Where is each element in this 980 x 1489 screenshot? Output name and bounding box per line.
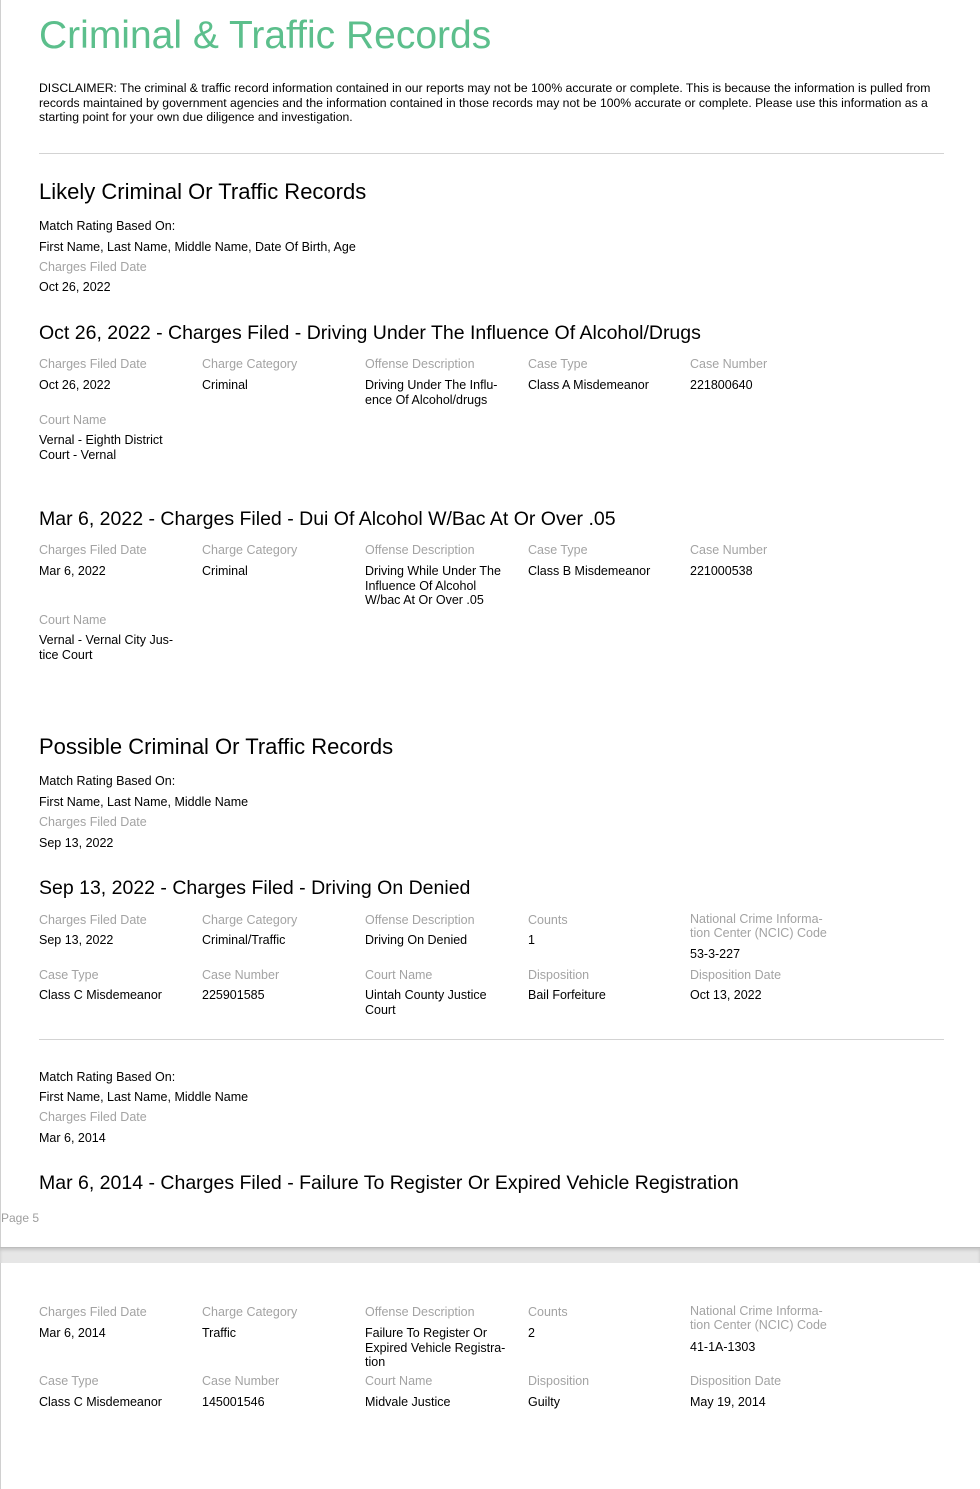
field-label: Case Type xyxy=(39,968,99,982)
field-value: May 19, 2014 xyxy=(690,1395,766,1409)
field-label: Case Number xyxy=(202,968,280,982)
possible-records-heading: Possible Criminal Or Traffic Records xyxy=(39,734,394,759)
field-label: Case Type xyxy=(528,543,588,557)
field-label: Case Type xyxy=(528,357,588,371)
field-value: Driving On Denied xyxy=(365,933,468,947)
field-value: 221000538 xyxy=(690,564,753,578)
charges-filed-label: Charges Filed Date xyxy=(39,260,147,274)
field-value: Driving While Under The Influence Of Alcohol W/bac At Or Over .05 xyxy=(365,564,501,607)
field-value: 1 xyxy=(528,933,535,947)
field-value: Mar 6, 2014 xyxy=(39,1326,106,1340)
field-value: Vernal - Eighth District Court - Vernal xyxy=(39,433,163,462)
field-label: Charge Category xyxy=(202,1305,298,1319)
field-label: Court Name xyxy=(39,613,107,627)
page-number: Page 5 xyxy=(1,1211,40,1225)
field-value: Class B Misdemeanor xyxy=(528,564,651,578)
match-rating-label: Match Rating Based On: xyxy=(39,774,176,788)
field-label: Case Number xyxy=(202,1374,280,1388)
field-value: Sep 13, 2022 xyxy=(39,933,114,947)
field-value: Criminal xyxy=(202,378,248,392)
field-value: Class C Misdemeanor xyxy=(39,988,162,1002)
field-value: Driving Under The Influ- ence Of Alcohol/drugs xyxy=(365,378,498,407)
likely-records-heading: Likely Criminal Or Traffic Records xyxy=(39,179,367,204)
field-label: Counts xyxy=(528,913,568,927)
record-title: Mar 6, 2022 - Charges Filed - Dui Of Alcohol W/Bac At Or Over .05 xyxy=(39,508,616,530)
field-label: Court Name xyxy=(365,1374,433,1388)
field-value: Class C Misdemeanor xyxy=(39,1395,162,1409)
field-value: 225901585 xyxy=(202,988,265,1002)
field-value: Midvale Justice xyxy=(365,1395,451,1409)
field-label: Disposition xyxy=(528,1374,590,1388)
field-value: 145001546 xyxy=(202,1395,265,1409)
field-label: National Crime Informa- tion Center (NCIC) Code xyxy=(690,912,827,940)
field-value: Vernal - Vernal City Jus- tice Court xyxy=(39,633,174,662)
match-rating-value: First Name, Last Name, Middle Name xyxy=(39,795,249,809)
charges-filed-label: Charges Filed Date xyxy=(39,815,147,829)
field-value: 53-3-227 xyxy=(690,947,741,961)
charges-filed-value: Oct 26, 2022 xyxy=(39,280,111,294)
field-label: National Crime Informa- tion Center (NCIC) Code xyxy=(690,1304,827,1332)
page-separator xyxy=(0,1247,980,1264)
field-value: Class A Misdemeanor xyxy=(528,378,649,392)
field-label: Case Number xyxy=(690,543,768,557)
field-label: Charges Filed Date xyxy=(39,1305,147,1319)
field-label: Court Name xyxy=(365,968,433,982)
field-value: Bail Forfeiture xyxy=(528,988,606,1002)
field-value: Uintah County Justice Court xyxy=(365,988,487,1017)
field-label: Charge Category xyxy=(202,357,298,371)
divider xyxy=(39,1039,944,1040)
record-title: Sep 13, 2022 - Charges Filed - Driving On Denied xyxy=(39,877,471,899)
field-label: Disposition Date xyxy=(690,968,782,982)
field-value: Criminal/Traffic xyxy=(202,933,286,947)
field-label: Disposition xyxy=(528,968,590,982)
report-page-6 xyxy=(0,1263,980,1489)
field-label: Court Name xyxy=(39,413,107,427)
field-label: Offense Description xyxy=(365,543,475,557)
field-label: Offense Description xyxy=(365,913,475,927)
field-label: Disposition Date xyxy=(690,1374,782,1388)
charges-filed-label: Charges Filed Date xyxy=(39,1110,147,1124)
field-value: Guilty xyxy=(528,1395,560,1409)
field-value: Mar 6, 2022 xyxy=(39,564,106,578)
disclaimer-text: DISCLAIMER: The criminal & traffic record information contained in our reports may not be 100% accurate or complete. This is because the information is pulled from records maintained by government agencies and the information contained in those records may not be 100% accurate or complete. Please use this information as a starting point for your own due diligence and investigation. xyxy=(39,81,931,124)
field-value: 2 xyxy=(528,1326,535,1340)
match-rating-value: First Name, Last Name, Middle Name, Date Of Birth, Age xyxy=(39,240,356,254)
field-label: Charge Category xyxy=(202,543,298,557)
field-label: Case Type xyxy=(39,1374,99,1388)
field-label: Charge Category xyxy=(202,913,298,927)
report-title: Criminal & Traffic Records xyxy=(39,14,492,57)
field-value: Oct 26, 2022 xyxy=(39,378,111,392)
field-label: Charges Filed Date xyxy=(39,913,147,927)
field-value: Oct 13, 2022 xyxy=(690,988,762,1002)
field-value: Traffic xyxy=(202,1326,237,1340)
field-value: Failure To Register Or Expired Vehicle Registra- tion xyxy=(365,1326,506,1369)
record-title: Mar 6, 2014 - Charges Filed - Failure To Register Or Expired Vehicle Registration xyxy=(39,1172,739,1194)
match-rating-value: First Name, Last Name, Middle Name xyxy=(39,1090,249,1104)
field-value: Criminal xyxy=(202,564,248,578)
match-rating-label: Match Rating Based On: xyxy=(39,1070,176,1084)
field-label: Offense Description xyxy=(365,357,475,371)
charges-filed-value: Sep 13, 2022 xyxy=(39,836,114,850)
field-label: Charges Filed Date xyxy=(39,357,147,371)
field-label: Counts xyxy=(528,1305,568,1319)
field-label: Charges Filed Date xyxy=(39,543,147,557)
field-value: 221800640 xyxy=(690,378,753,392)
divider xyxy=(39,153,944,154)
field-label: Case Number xyxy=(690,357,768,371)
field-label: Offense Description xyxy=(365,1305,475,1319)
field-value: 41-1A-1303 xyxy=(690,1340,756,1354)
match-rating-label: Match Rating Based On: xyxy=(39,219,176,233)
charges-filed-value: Mar 6, 2014 xyxy=(39,1131,106,1145)
record-title: Oct 26, 2022 - Charges Filed - Driving Under The Influence Of Alcohol/Drugs xyxy=(39,322,701,344)
